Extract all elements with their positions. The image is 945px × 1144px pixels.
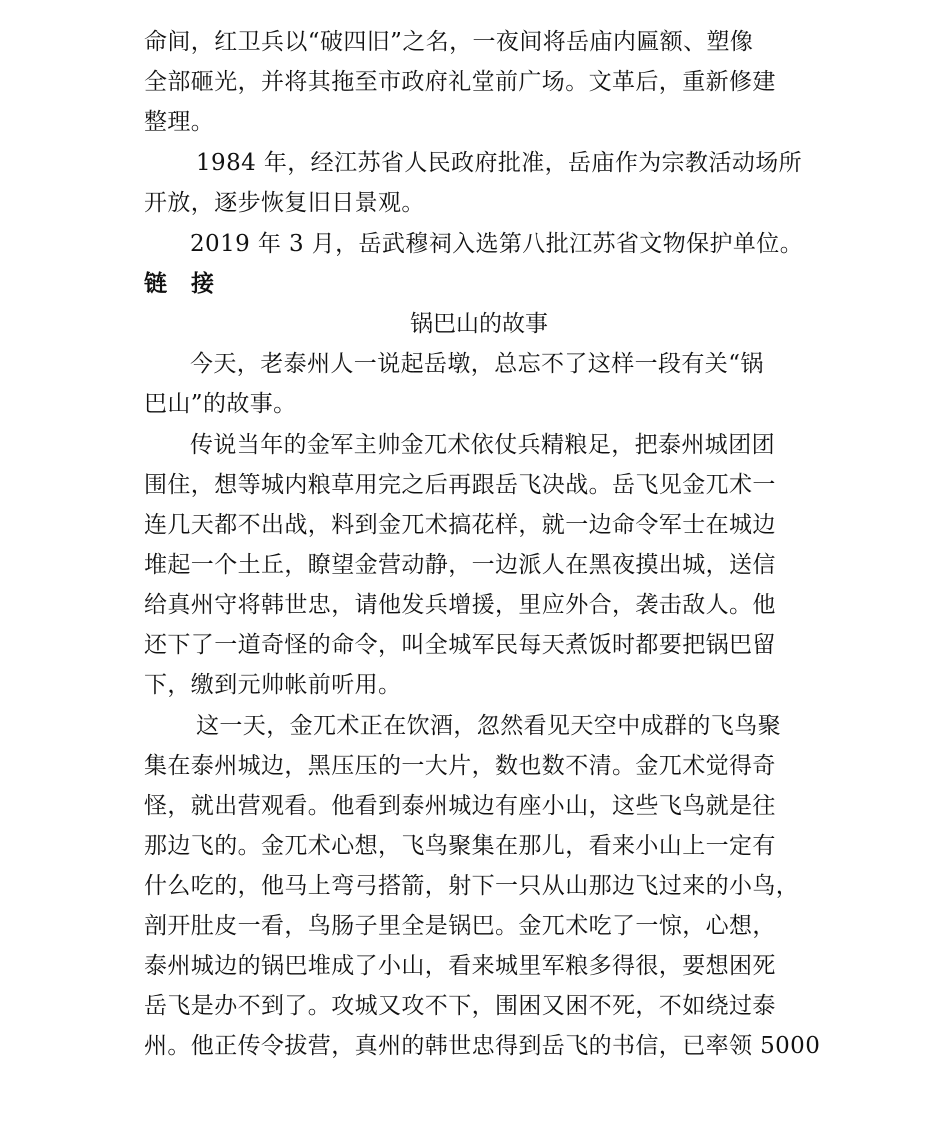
text-line: 下，缴到元帅帐前听用。 bbox=[144, 672, 402, 698]
text-line: 怪，就出营观看。他看到泰州城边有座小山，这些飞鸟就是往 bbox=[144, 793, 776, 819]
text-line: 传说当年的金军主帅金兀术依仗兵精粮足，把泰州城团团 bbox=[190, 432, 775, 458]
text-line: 命间，红卫兵以“破四旧”之名，一夜间将岳庙内匾额、塑像 bbox=[144, 29, 754, 55]
text-line: 围住，想等城内粮草用完之后再跟岳飞决战。岳飞见金兀术一 bbox=[144, 472, 776, 498]
text-line: 那边飞的。金兀术心想，飞鸟聚集在那儿，看来小山上一定有 bbox=[144, 833, 776, 859]
text-line: 1984 年，经江苏省人民政府批准，岳庙作为宗教活动场所 bbox=[196, 150, 803, 176]
text-line: 什么吃的，他马上弯弓搭箭，射下一只从山那边飞过来的小鸟， bbox=[144, 873, 800, 899]
text-line: 全部砸光，并将其拖至市政府礼堂前广场。文革后，重新修建 bbox=[144, 69, 776, 95]
story-paragraph-3 bbox=[144, 706, 821, 1066]
story-paragraph-2 bbox=[144, 425, 804, 705]
text-line: 集在泰州城边，黑压压的一大片，数也数不清。金兀术觉得奇 bbox=[144, 753, 776, 779]
paragraph-2019 bbox=[144, 224, 804, 264]
text-line: 给真州守将韩世忠，请他发兵增援，里应外合，袭击敌人。他 bbox=[144, 592, 776, 618]
story-paragraph-1 bbox=[144, 344, 804, 424]
paragraph-1984 bbox=[144, 143, 804, 223]
story-title: 锅巴山的故事 bbox=[410, 311, 548, 337]
text-line: 剖开肚皮一看，鸟肠子里全是锅巴。金兀术吃了一惊，心想， bbox=[144, 913, 776, 939]
text-line: 堆起一个土丘，瞭望金营动静，一边派人在黑夜摸出城，送信 bbox=[144, 552, 776, 578]
text-line: 连几天都不出战，料到金兀术搞花样，就一边命令军士在城边 bbox=[144, 512, 776, 538]
text-line: 开放，逐步恢复旧日景观。 bbox=[144, 190, 425, 216]
text-line: 2019 年 3 月，岳武穆祠入选第八批江苏省文物保护单位。 bbox=[190, 231, 804, 257]
document-page bbox=[144, 22, 821, 1066]
text-line: 还下了一道奇怪的命令，叫全城军民每天煮饭时都要把锅巴留 bbox=[144, 632, 776, 658]
text-line: 整理。 bbox=[144, 109, 215, 135]
paragraph-history-end bbox=[144, 22, 804, 142]
text-line: 今天，老泰州人一说起岳墩，总忘不了这样一段有关“锅 bbox=[190, 351, 764, 377]
text-line: 这一天，金兀术正在饮酒，忽然看见天空中成群的飞鸟聚 bbox=[196, 713, 781, 739]
text-line: 州。他正传令拔营，真州的韩世忠得到岳飞的书信，已率领 5000 bbox=[144, 1033, 821, 1059]
text-line: 泰州城边的锅巴堆成了小山，看来城里军粮多得很，要想困死 bbox=[144, 953, 776, 979]
text-line: 岳飞是办不到了。攻城又攻不下，围困又困不死，不如绕过泰 bbox=[144, 993, 776, 1019]
section-heading: 链 接 bbox=[144, 271, 223, 297]
text-line: 巴山”的故事。 bbox=[144, 391, 297, 417]
